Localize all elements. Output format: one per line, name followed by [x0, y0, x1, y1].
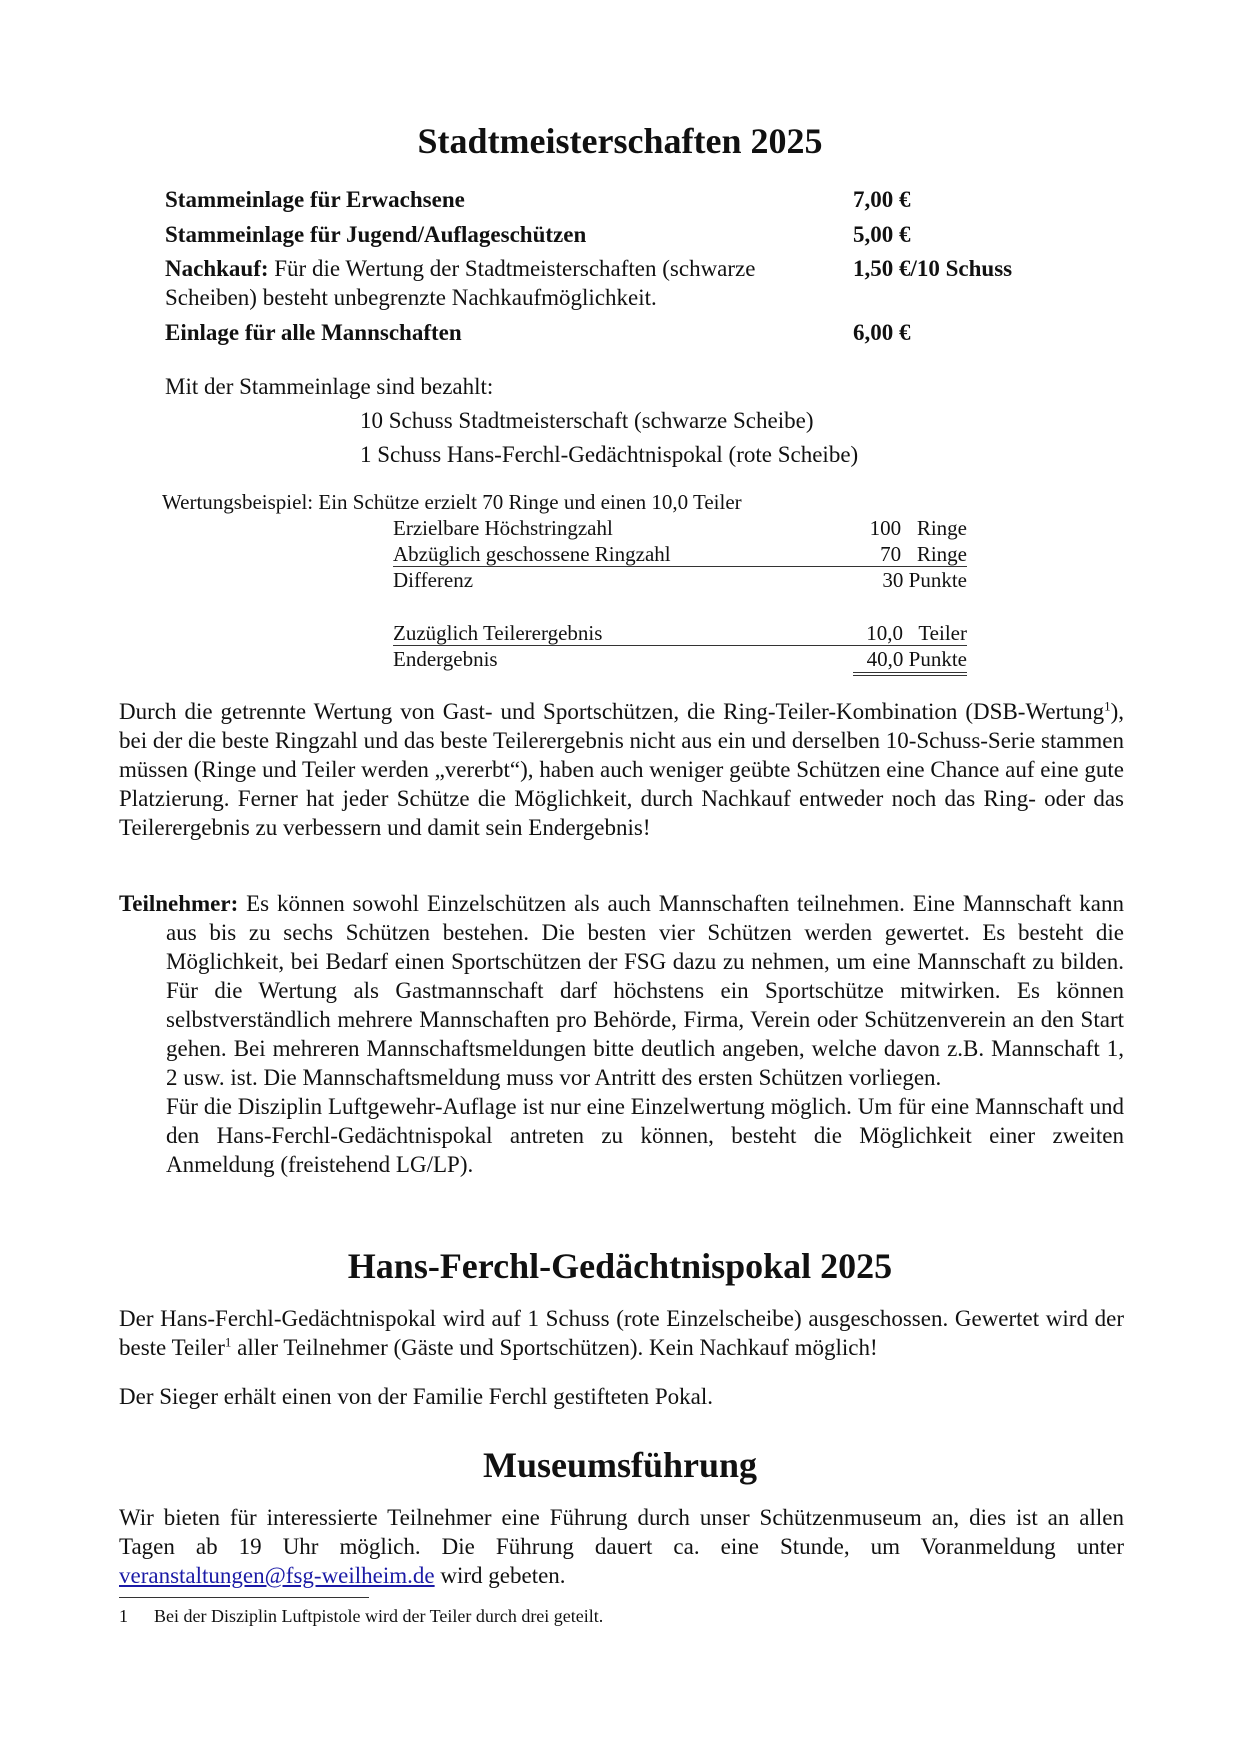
teilnehmer-text: Es können sowohl Einzelschützen als auch Mannschaften teilnehmen. Eine Mannschaft kann aus bis zu sechs Schützen bestehen. Die besten vier Schützen werden gewertet. Es besteht die Möglichkeit, bei Bedarf einen Sportschützen der FSG dazu zu nehmen, um eine Mannschaft zu bilden. Für die Wertung als Gastmannschaft darf höchstens ein Sportschütze mitwirken. Es können selbstverständlich mehrere Mannschaften pro Behörde, Firma, Verein oder Schützenverein an den Start gehen. Bei mehreren Mannschaftsmeldungen bitte deutlich angeben, welche davon z.B. Mannschaft 1, 2 usw. ist. Die Mannschaftsmeldung muss vor Antritt des ersten Schützen vorliegen. [166, 891, 1124, 1090]
section-heading-pokal: Hans-Ferchl-Gedächtnispokal 2025 [347, 1246, 893, 1286]
teilnehmer-text-2: Für die Disziplin Luftgewehr-Auflage ist nur eine Einzelwertung möglich. Um für eine Mannschaft und den Hans-Ferchl-Gedächtnispokal antreten zu können, besteht die Möglichkeit einer zweiten Anmeldung (freistehend LG/LP). [166, 1094, 1124, 1177]
footnote-ref: 1 [1104, 698, 1111, 714]
example-intro: Wertungsbeispiel: Ein Schütze erzielt 70 Ringe und einen 10,0 Teiler [162, 490, 742, 514]
museum-text: Wir bieten für interessierte Teilnehmer eine Führung durch unser Schützenmuseum an, dies ist an allen Tagen ab 19 Uhr möglich. Die Führung dauert ca. eine Stunde, um Voranmeldung unter [119, 1505, 1124, 1559]
teilnehmer-label: Teilnehmer: [119, 891, 239, 916]
included-item: 1 Schuss Hans-Ferchl-Gedächtnispokal (rote Scheibe) [360, 442, 859, 467]
fee-label-teams: Einlage für alle Mannschaften [165, 320, 462, 345]
fee-value-nachkauf: 1,50 €/10 Schuss [853, 256, 1013, 281]
pokal-text: Der Hans-Ferchl-Gedächtnispokal wird auf 1 Schuss (rote Einzelscheibe) ausgeschossen. Gewertet wird der beste Teiler [119, 1306, 1124, 1360]
included-item: 10 Schuss Stadtmeisterschaft (schwarze Scheibe) [360, 408, 814, 433]
paragraph-wertung-text: Durch die getrennte Wertung von Gast- und Sportschützen, die Ring-Teiler-Kombination (DSB-Wertung [119, 699, 1105, 724]
footnote-number: 1 [119, 1606, 128, 1626]
double-underline [853, 672, 967, 676]
footnote-separator [119, 1597, 369, 1598]
paragraph-wertung-text: ), bei der die beste Ringzahl und das beste Teilerergebnis nicht aus ein und derselben 10-Schuss-Serie stammen müssen (Ringe und Teiler werden „vererbt“), haben auch weniger geübte Schützen eine Chance auf eine gute Platzierung. Ferner hat jeder Schütze die Möglichkeit, durch Nachkauf entweder noch das Ring- oder das Teilerergebnis zu verbessern und damit sein Endergebnis! [119, 699, 1124, 840]
fee-label-adults: Stammeinlage für Erwachsene [165, 187, 465, 212]
example-row-value: 10,0 Teiler [866, 621, 967, 645]
paragraph-teilnehmer [119, 889, 1124, 1179]
fee-value-adults: 7,00 € [853, 187, 911, 212]
fee-value-youth: 5,00 € [853, 222, 911, 247]
footnote-text: Bei der Disziplin Luftpistole wird der Teiler durch drei geteilt. [154, 1606, 604, 1626]
section-heading-museum: Museumsführung [482, 1445, 758, 1485]
fee-label-nachkauf [165, 254, 825, 312]
footnote [119, 1604, 603, 1628]
example-row-value: 70 Ringe [880, 542, 967, 566]
paragraph-pokal-winner: Der Sieger erhält einen von der Familie Ferchl gestifteten Pokal. [119, 1384, 713, 1409]
nachkauf-label: Nachkauf: [165, 256, 269, 281]
museum-text-end: wird gebeten. [434, 1563, 566, 1588]
example-row-label: Endergebnis [393, 647, 498, 671]
fee-value-teams: 6,00 € [853, 320, 911, 345]
paragraph-pokal [119, 1304, 1124, 1362]
example-row-label: Abzüglich geschossene Ringzahl [393, 542, 671, 566]
pokal-text: aller Teilnehmer (Gäste und Sportschützen). Kein Nachkauf möglich! [231, 1335, 878, 1360]
example-row-label: Differenz [393, 568, 474, 592]
page-title: Stadtmeisterschaften 2025 [417, 121, 823, 161]
paragraph-wertung [119, 697, 1124, 842]
example-row-label: Erzielbare Höchstringzahl [393, 516, 613, 540]
fee-label-youth: Stammeinlage für Jugend/Auflageschützen [165, 222, 587, 247]
included-intro: Mit der Stammeinlage sind bezahlt: [165, 374, 494, 399]
example-row-value: 40,0 Punkte [866, 647, 967, 671]
paragraph-museum [119, 1503, 1124, 1590]
email-link[interactable]: veranstaltungen@fsg-weilheim.de [119, 1563, 435, 1588]
nachkauf-description: Für die Wertung der Stadtmeisterschaften (schwarze Scheiben) besteht unbegrenzte Nachkaufmöglichkeit. [165, 256, 756, 310]
example-row-value: 100 Ringe [869, 516, 967, 540]
footnote-ref: 1 [224, 1334, 232, 1350]
example-row-label: Zuzüglich Teilerergebnis [393, 621, 603, 645]
example-row-value: 30 Punkte [882, 568, 967, 592]
